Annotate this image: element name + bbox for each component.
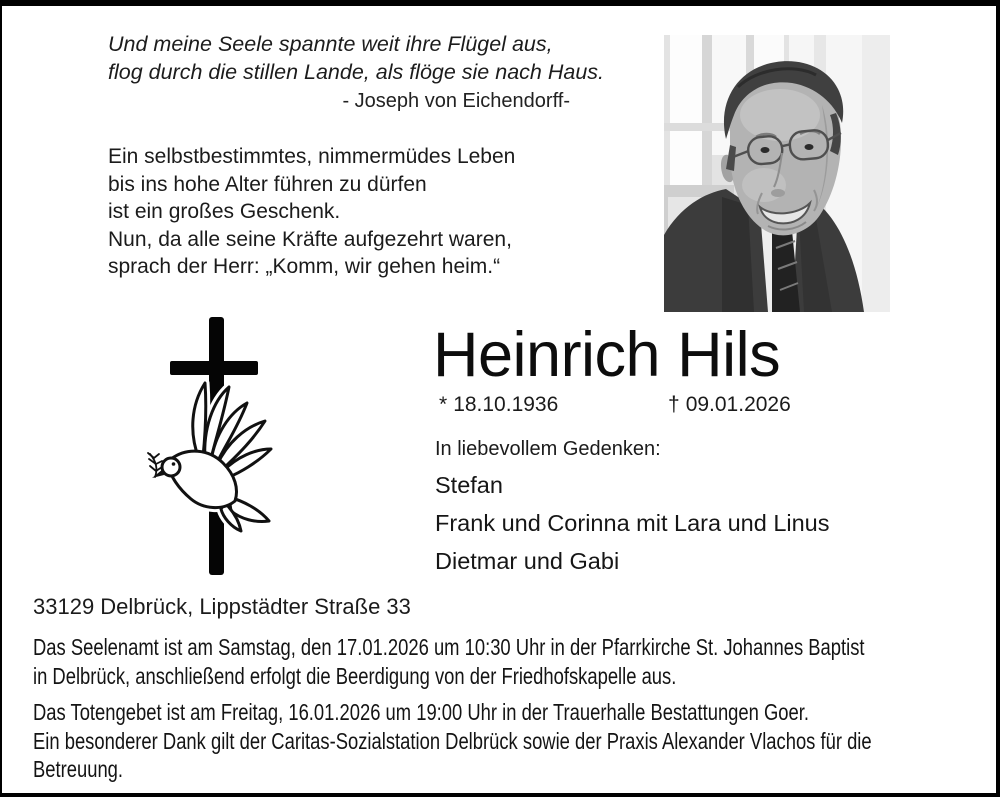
death-date bbox=[668, 392, 791, 418]
birth-date bbox=[439, 392, 558, 418]
prayer-info-line: Das Totengebet ist am Freitag, 16.01.2026 um 19:00 Uhr in der Trauerhalle Bestattungen Goer. bbox=[33, 699, 809, 725]
portrait-photo-graphic bbox=[664, 35, 890, 312]
birth-date-value: 18.10.1936 bbox=[453, 393, 559, 416]
mourner-name: Frank und Corinna mit Lara und Linus bbox=[435, 510, 830, 536]
memorial-text-line: Nun, da alle seine Kräfte aufgezehrt waren, bbox=[108, 227, 512, 251]
prayer-info-line: Betreuung. bbox=[33, 756, 124, 782]
mourners-intro: In liebevollem Gedenken: bbox=[435, 438, 661, 460]
memorial-text bbox=[108, 143, 515, 281]
address-line: 33129 Delbrück, Lippstädter Straße 33 bbox=[33, 594, 411, 619]
death-date-value: 09.01.2026 bbox=[685, 393, 791, 416]
dove-icon bbox=[148, 383, 271, 531]
cross-and-dove-illustration bbox=[140, 315, 290, 583]
death-symbol: † bbox=[668, 393, 680, 416]
deceased-portrait-photo bbox=[664, 35, 890, 312]
service-info-line: Das Seelenamt ist am Samstag, den 17.01.2026 um 10:30 Uhr in der Pfarrkirche St. Johannes Baptist bbox=[33, 634, 865, 660]
prayer-info-line: Ein besonderer Dank gilt der Caritas-Sozialstation Delbrück sowie der Praxis Alexander Vlachos für die bbox=[33, 727, 872, 754]
memorial-text-line: Ein selbstbestimmtes, nimmermüdes Leben bbox=[108, 145, 516, 168]
mourner-name: Dietmar und Gabi bbox=[435, 548, 620, 574]
funeral-service-info bbox=[33, 633, 865, 690]
cross-and-dove-graphic bbox=[140, 315, 290, 583]
opening-quote bbox=[108, 30, 605, 114]
prayer-and-thanks-info bbox=[33, 698, 872, 784]
quote-attribution: - Joseph von Eichendorff- bbox=[342, 90, 570, 112]
mourners-section bbox=[435, 437, 830, 584]
quote-line-1: Und meine Seele spannte weit ihre Flügel aus, bbox=[108, 32, 553, 56]
deceased-name: Heinrich Hils bbox=[433, 320, 781, 390]
memorial-text-line: bis ins hohe Alter führen zu dürfen bbox=[108, 172, 427, 196]
mourner-name: Stefan bbox=[435, 472, 503, 498]
memorial-text-line: sprach der Herr: „Komm, wir gehen heim.“ bbox=[108, 255, 501, 278]
service-info-line: in Delbrück, anschließend erfolgt die Beerdigung von der Friedhofskapelle aus. bbox=[33, 662, 677, 689]
memorial-text-line: ist ein großes Geschenk. bbox=[108, 200, 341, 223]
birth-symbol: * bbox=[439, 393, 448, 416]
quote-line-2: flog durch die stillen Lande, als flöge sie nach Haus. bbox=[108, 60, 605, 84]
